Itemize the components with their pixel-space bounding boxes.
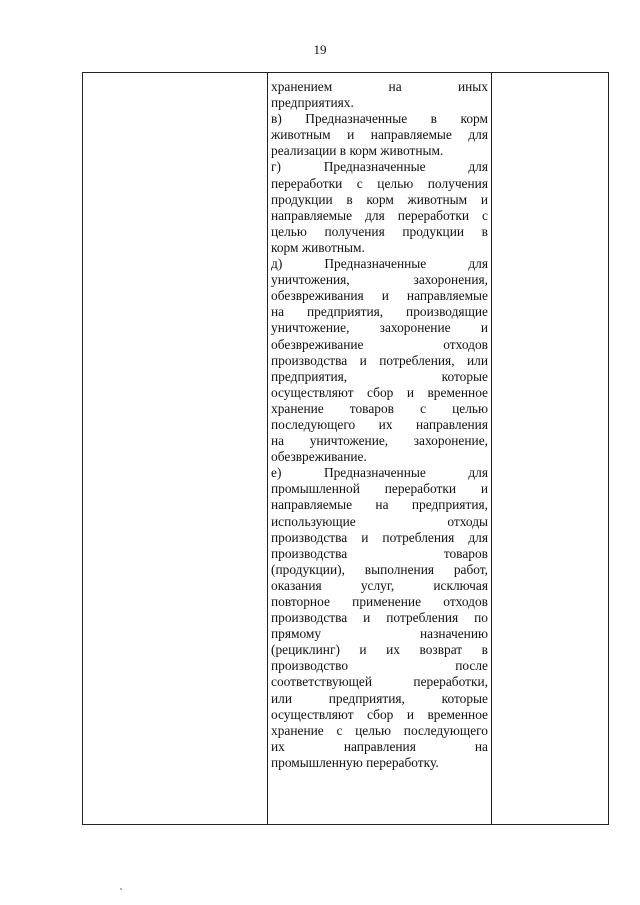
text-line: производства товаров bbox=[271, 545, 488, 561]
text-line: обезвреживание. bbox=[271, 449, 367, 465]
text-line: промышленную переработку. bbox=[271, 754, 439, 770]
table-cell-middle bbox=[268, 73, 492, 824]
text-line: хранение с целью последующего bbox=[271, 722, 488, 738]
text-line: повторное применение отходов bbox=[271, 594, 488, 609]
text-line: на предприятия, производящие bbox=[271, 304, 488, 320]
text-line: уничтожение, захоронение и bbox=[271, 320, 488, 336]
text-line: направляемые на предприятия, bbox=[271, 497, 488, 513]
text-line: хранением на иных bbox=[271, 79, 488, 94]
text-line: уничтожения, захоронения, bbox=[271, 272, 488, 288]
text-line: последующего их направления bbox=[271, 416, 488, 432]
text-line: целью получения продукции в bbox=[271, 223, 488, 239]
text-line: прямому назначению bbox=[271, 626, 488, 642]
text-line: осуществляют сбор и временное bbox=[271, 706, 488, 722]
text-line: производства и потребления, или bbox=[271, 352, 488, 368]
text-line: продукции в корм животным и bbox=[271, 191, 488, 207]
text-line: е) Предназначенные для bbox=[271, 465, 488, 481]
text-line: реализации в корм животным. bbox=[271, 143, 444, 159]
text-line: предприятия, которые bbox=[271, 368, 488, 384]
text-line: оказания услуг, исключая bbox=[271, 577, 488, 593]
text-line: переработки с целью получения bbox=[271, 175, 488, 191]
text-line: г) Предназначенные для bbox=[271, 159, 488, 175]
text-line: осуществляют сбор и временное bbox=[271, 384, 488, 400]
scan-artifact bbox=[120, 888, 122, 890]
content-table bbox=[82, 72, 609, 825]
text-line: производства и потребления по bbox=[271, 610, 488, 626]
text-line: обезвреживание отходов bbox=[271, 336, 488, 352]
text-line: д) Предназначенные для bbox=[271, 256, 488, 272]
text-line: производства и потребления для bbox=[271, 529, 488, 545]
text-line: (продукции), выполнения работ, bbox=[271, 561, 488, 577]
text-line: на уничтожение, захоронение, bbox=[271, 433, 488, 449]
text-line: предприятиях. bbox=[271, 95, 354, 111]
page-number: 19 bbox=[313, 42, 327, 57]
table-cell-right bbox=[492, 73, 608, 824]
text-line: или предприятия, которые bbox=[271, 690, 488, 706]
text-line: направляемые для переработки с bbox=[271, 207, 488, 223]
table-cell-left bbox=[83, 73, 268, 824]
text-line: соответствующей переработки, bbox=[271, 674, 488, 690]
text-line: производство после bbox=[271, 658, 488, 674]
text-line: использующие отходы bbox=[271, 513, 488, 529]
text-line: корм животным. bbox=[271, 239, 365, 255]
text-line: в) Предназначенные в корм bbox=[271, 111, 488, 127]
text-line: их направления на bbox=[271, 738, 488, 754]
text-line: промышленной переработки и bbox=[271, 481, 488, 497]
text-line: обезвреживания и направляемые bbox=[271, 288, 488, 304]
cell-text-body bbox=[271, 79, 488, 771]
text-line: животным и направляемые для bbox=[271, 127, 488, 143]
text-line: (рециклинг) и их возврат в bbox=[271, 642, 488, 658]
text-line: хранение товаров с целью bbox=[271, 400, 488, 416]
